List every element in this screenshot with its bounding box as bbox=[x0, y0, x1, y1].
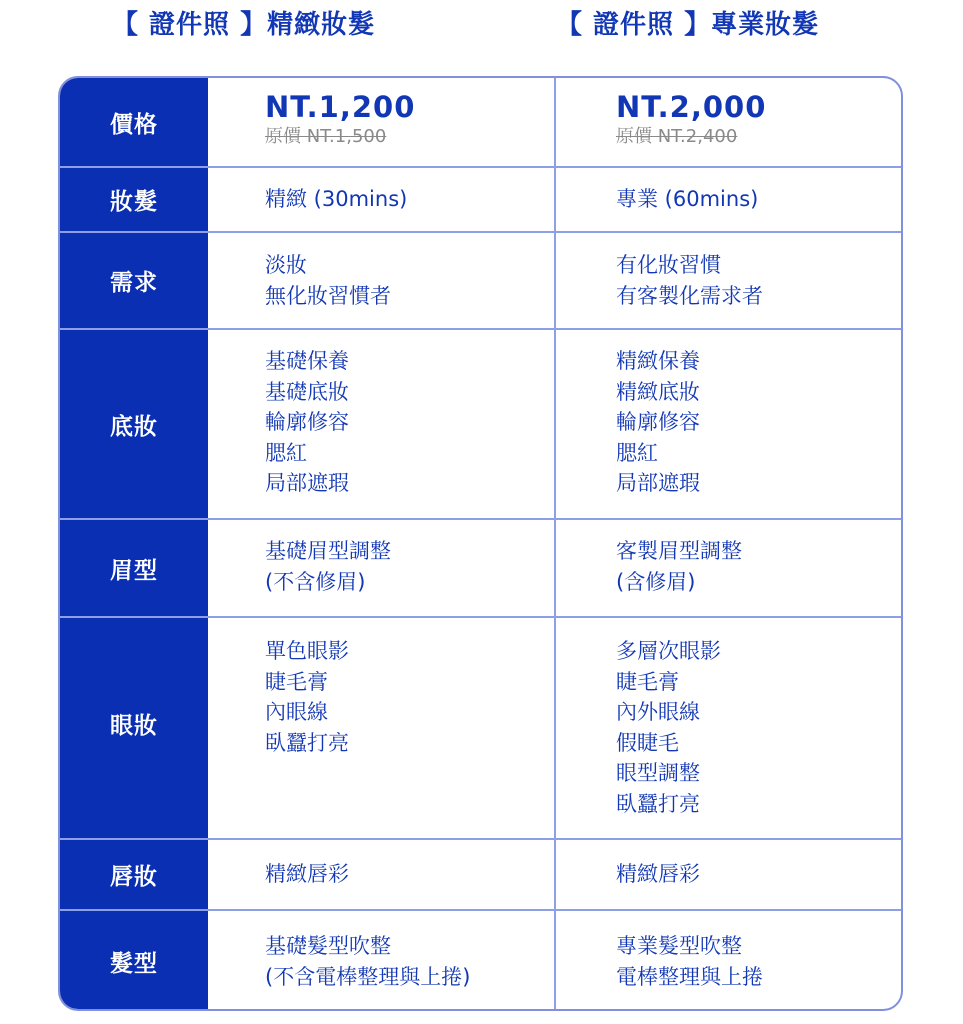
row-label-lip: 唇妝 bbox=[110, 864, 158, 890]
cell-line: 淡妝 bbox=[265, 253, 307, 277]
cell-line: 腮紅 bbox=[616, 440, 658, 465]
original-price-pro: 原價 NT.2,400 bbox=[616, 126, 738, 147]
cell-line: 輪廓修容 bbox=[265, 410, 349, 434]
cell-line: 基礎眉型調整 bbox=[265, 539, 391, 563]
row-price bbox=[60, 78, 901, 166]
cell-line: 內外眼線 bbox=[616, 700, 700, 724]
cell-line: 精緻底妝 bbox=[616, 379, 700, 404]
row-label-price: 價格 bbox=[110, 111, 158, 138]
cell-line: 精緻唇彩 bbox=[265, 862, 349, 886]
cell-line: 假睫毛 bbox=[616, 730, 679, 755]
cell-hair-basic bbox=[265, 931, 470, 992]
row-eye bbox=[60, 618, 901, 838]
cell-line: 睫毛膏 bbox=[616, 669, 679, 694]
cell-line: 專業髮型吹整 bbox=[616, 934, 742, 958]
cell-line: 多層次眼影 bbox=[616, 639, 721, 663]
cell-line: 基礎髮型吹整 bbox=[265, 934, 391, 958]
row-makeup-hair bbox=[60, 168, 901, 231]
row-label-brow: 眉型 bbox=[110, 557, 158, 584]
cell-line: 電棒整理與上捲 bbox=[616, 964, 763, 989]
cell-needs-basic bbox=[265, 250, 391, 311]
cell-line: 基礎保養 bbox=[265, 349, 349, 373]
cell-lip-basic bbox=[265, 859, 349, 890]
price-cell-pro bbox=[616, 90, 766, 150]
row-label-hair: 髮型 bbox=[110, 950, 158, 977]
comparison-table bbox=[58, 76, 903, 1011]
cell-base-pro bbox=[616, 346, 700, 499]
cell-line: 有化妝習慣 bbox=[616, 253, 721, 277]
cell-line: 精緻 (30mins) bbox=[265, 187, 408, 211]
row-label-base: 底妝 bbox=[110, 413, 158, 440]
original-price-basic: 原價 NT.1,500 bbox=[265, 126, 387, 147]
row-needs bbox=[60, 233, 901, 328]
cell-needs-pro bbox=[616, 250, 763, 311]
cell-line: 精緻保養 bbox=[616, 349, 700, 373]
cell-line: 內眼線 bbox=[265, 700, 328, 724]
price-cell-basic bbox=[265, 90, 415, 150]
cell-line: 睫毛膏 bbox=[265, 669, 328, 694]
cell-line: 臥蠶打亮 bbox=[265, 730, 349, 755]
cell-line: 單色眼影 bbox=[265, 639, 349, 663]
row-label-eye: 眼妝 bbox=[110, 712, 158, 739]
cell-line: 臥蠶打亮 bbox=[616, 791, 700, 816]
cell-brow-pro bbox=[616, 536, 742, 597]
price-basic: NT.1,200 bbox=[265, 90, 416, 124]
cell-line: 局部遮瑕 bbox=[616, 471, 700, 495]
cell-hair-pro bbox=[616, 931, 763, 992]
column-title-pro: 【 證件照 】專業妝髮 bbox=[556, 10, 820, 40]
price-pro: NT.2,000 bbox=[616, 90, 767, 124]
row-lip bbox=[60, 840, 901, 909]
cell-eye-basic bbox=[265, 636, 349, 758]
cell-line: 有客製化需求者 bbox=[616, 283, 763, 308]
row-brow bbox=[60, 520, 901, 616]
cell-base-basic bbox=[265, 346, 349, 499]
row-label-needs: 需求 bbox=[110, 270, 158, 296]
cell-line: 無化妝習慣者 bbox=[265, 283, 391, 308]
cell-makeup-hair-basic bbox=[265, 184, 407, 215]
cell-lip-pro bbox=[616, 859, 700, 890]
cell-eye-pro bbox=[616, 636, 721, 819]
row-hair bbox=[60, 911, 901, 1011]
cell-line: (含修眉) bbox=[616, 569, 696, 594]
cell-line: 基礎底妝 bbox=[265, 379, 349, 404]
row-label-makeup-hair: 妝髮 bbox=[110, 189, 158, 215]
row-base bbox=[60, 330, 901, 518]
cell-line: 輪廓修容 bbox=[616, 410, 700, 434]
cell-line: 專業 (60mins) bbox=[616, 187, 759, 211]
cell-line: 局部遮瑕 bbox=[265, 471, 349, 495]
column-title-basic: 【 證件照 】精緻妝髮 bbox=[112, 10, 376, 40]
cell-makeup-hair-pro bbox=[616, 184, 758, 215]
cell-line: 眼型調整 bbox=[616, 761, 700, 785]
cell-line: 腮紅 bbox=[265, 440, 307, 465]
cell-line: (不含修眉) bbox=[265, 569, 366, 594]
cell-line: 客製眉型調整 bbox=[616, 539, 742, 563]
cell-line: (不含電棒整理與上捲) bbox=[265, 964, 471, 989]
cell-line: 精緻唇彩 bbox=[616, 862, 700, 886]
column-titles bbox=[0, 0, 963, 44]
cell-brow-basic bbox=[265, 536, 391, 597]
